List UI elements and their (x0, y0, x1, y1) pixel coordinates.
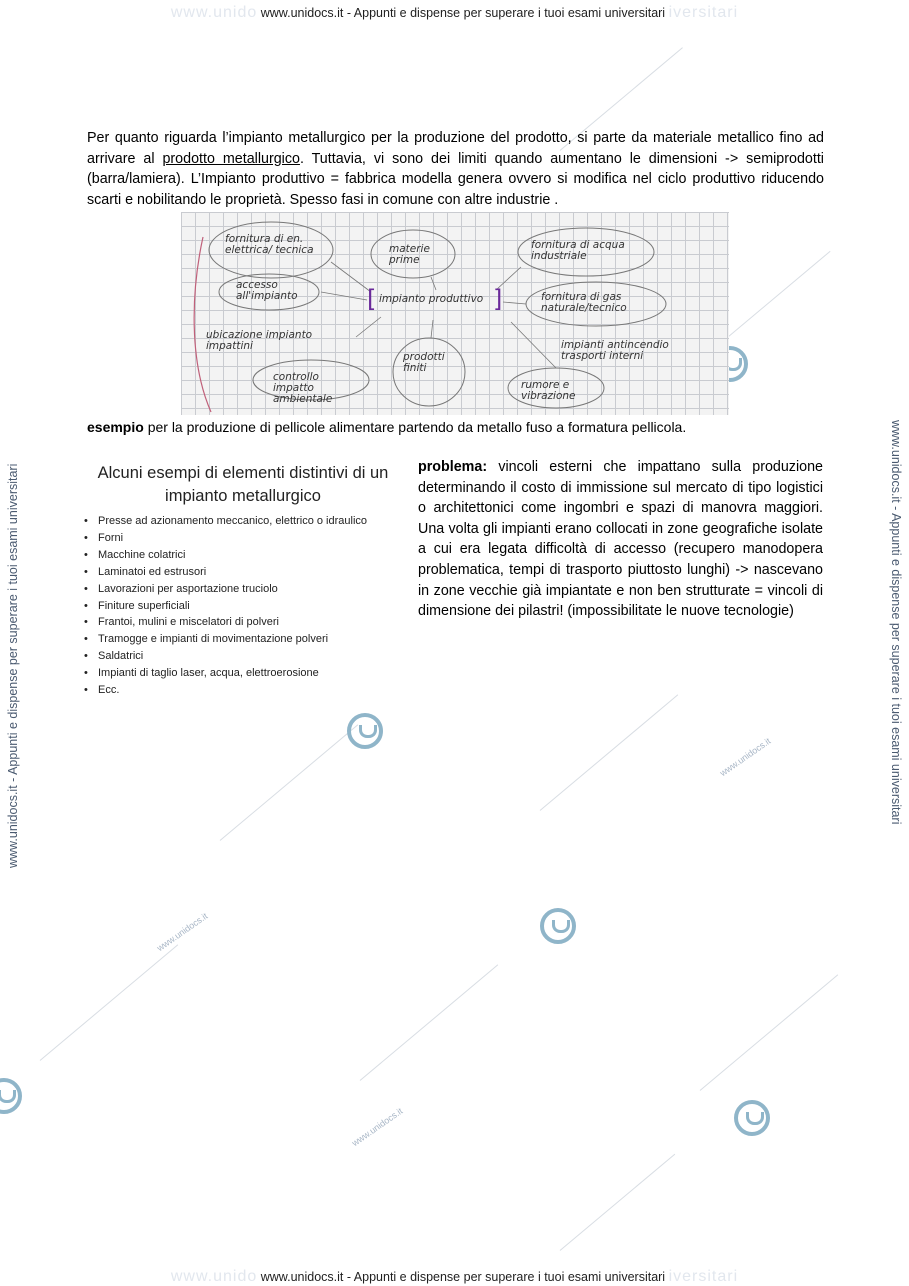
watermark-banner-top (0, 4, 909, 22)
caption-bold: esempio (87, 419, 144, 435)
watermark-line (360, 964, 499, 1080)
sketch-node: fornitura di en. elettrica/ tecnica (225, 233, 314, 256)
sketch-center-label: impianto produttivo (379, 293, 484, 305)
problem-bold: problema: (418, 459, 488, 475)
sketch-caption (87, 418, 847, 436)
intro-underlined-term: prodotto metallurgico (162, 150, 300, 167)
sketch-node: prodotti finiti (403, 351, 445, 374)
watermark-line (40, 944, 179, 1060)
watermark-logo-icon (347, 713, 383, 749)
svg-text:[: [ (367, 285, 377, 313)
watermark-line (700, 974, 839, 1090)
list-item: • Lavorazioni per asportazione truciolo (84, 581, 367, 598)
watermark-logo-icon (734, 1100, 770, 1136)
watermark-logo-icon (540, 908, 576, 944)
examples-list (84, 513, 367, 699)
list-item: • Presse ad azionamento meccanico, elettrico o idraulico (84, 513, 367, 530)
list-item: • Finiture superficiali (84, 598, 367, 615)
sketch-node: impianti antincendio trasporti interni (561, 339, 669, 362)
watermark-small-site: www.unidocs.it (155, 910, 210, 954)
examples-title: Alcuni esempi di elementi distintivi di un impianto metallurgico (97, 464, 389, 505)
caption-text: per la produzione di pellicole alimentare partendo da metallo fuso a formatura pellicola. (143, 419, 687, 435)
sketch-node: materie prime (389, 243, 430, 266)
watermark-banner-bottom (0, 1268, 909, 1286)
watermark-banner-left: www.unidocs.it - Appunti e dispense per superare i tuoi esami universitari (6, 463, 20, 868)
watermark-ghost-right: iversitari (668, 1268, 739, 1285)
list-item: • Laminatoi ed estrusori (84, 564, 367, 581)
watermark-banner-text: www.unidocs.it - Appunti e dispense per superare i tuoi esami universitari (260, 6, 666, 20)
problem-text: vincoli esterni che impattano sulla produzione determinando il costo di immissione sul mercato di tipo logistici o architettonici come ingombri e spazi di manovra maggiori. Una volta gli impianti erano collocati in zone geografiche isolate a cui era legata difficoltà di accesso (recupero manodopera problematica, tempi di trasporto piuttosto lunghi) -> nascevano in zone vecchie già impiantate e non ben strutturate = vincoli di dimensione dei pilastri! (impossibilitate le nuove tecnologie) (418, 459, 823, 620)
watermark-banner-text: www.unidocs.it - Appunti e dispense per superare i tuoi esami universitari (260, 1270, 666, 1284)
list-item: • Tramogge e impianti di movimentazione polveri (84, 631, 367, 648)
sketch-node: rumore e vibrazione (521, 379, 576, 402)
watermark-ghost-left: www.unido (170, 1268, 258, 1285)
sketch-node: fornitura di acqua industriale (531, 239, 625, 262)
watermark-ghost-left: www.unido (170, 4, 258, 21)
intro-paragraph (87, 128, 824, 210)
watermark-line (220, 724, 359, 840)
svg-text:]: ] (493, 285, 503, 313)
sketch-node: controllo impatto ambientale (273, 371, 333, 405)
list-item: • Macchine colatrici (84, 547, 367, 564)
watermark-small-site: www.unidocs.it (350, 1105, 405, 1149)
watermark-banner-right: www.unidocs.it - Appunti e dispense per superare i tuoi esami universitari (889, 420, 903, 825)
list-item: • Ecc. (84, 682, 367, 699)
sketch-node: fornitura di gas naturale/tecnico (541, 291, 627, 314)
watermark-line (560, 1154, 676, 1251)
list-item: • Saldatrici (84, 648, 367, 665)
sketch-node: ubicazione impianto impattini (206, 329, 313, 352)
intro-text-2: . Tuttavia, vi sono dei limiti quando aumentano le dimensioni -> semiprodotti (barra/lamiera). L’Impianto produttivo = fabbrica modella genera ovvero si modifica nel ciclo produttivo riducendo scarti e nobilitando le proprietà. Spesso fasi in comune con altre industrie . (87, 150, 824, 208)
watermark-line (540, 694, 679, 810)
problem-paragraph (418, 457, 823, 622)
watermark-ghost-right: iversitari (668, 4, 739, 21)
list-item: • Frantoi, mulini e miscelatori di polveri (84, 614, 367, 631)
watermark-small-site: www.unidocs.it (718, 735, 773, 779)
list-item: • Forni (84, 530, 367, 547)
list-item: • Impianti di taglio laser, acqua, elettroerosione (84, 665, 367, 682)
sketch-image (181, 212, 729, 415)
watermark-logo-icon (0, 1078, 22, 1114)
sketch-node: accesso all'impianto (236, 279, 298, 302)
intro-text-1: Per quanto riguarda l’impianto metallurgico per la produzione del prodotto, si parte da materiale metallico fino ad arrivare al (87, 130, 824, 167)
